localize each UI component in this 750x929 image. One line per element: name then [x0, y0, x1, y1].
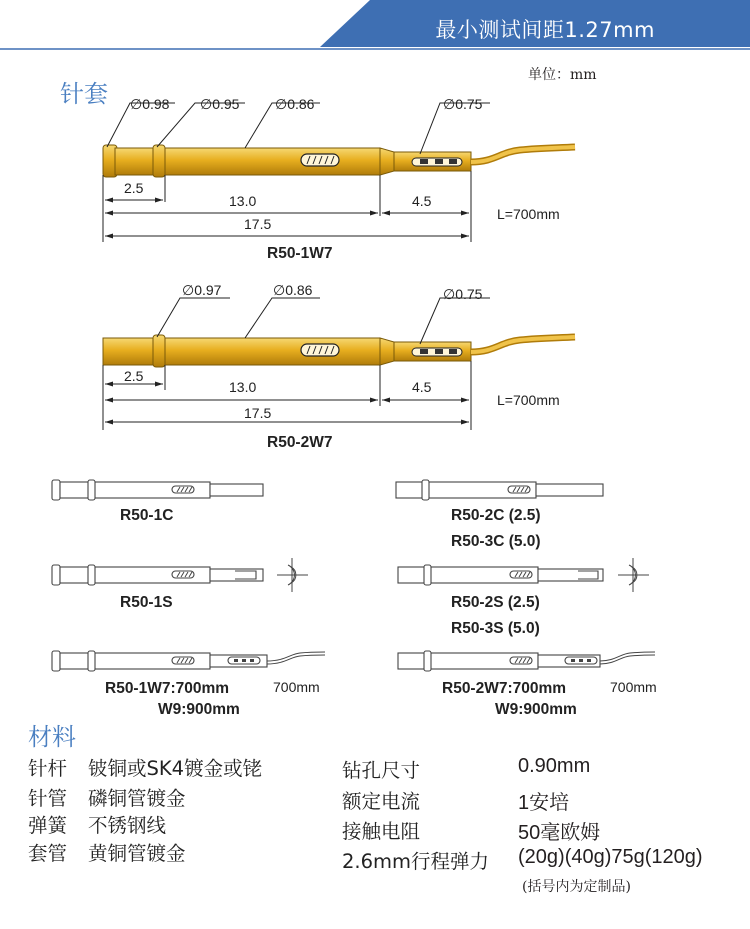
diameter-label: ∅0.86	[273, 282, 313, 298]
spec-value: 50毫欧姆	[518, 822, 601, 844]
dimension-value: 2.5	[124, 180, 144, 196]
variant-label: R50-3C (5.0)	[451, 533, 541, 550]
section-title-sleeve: 针套	[60, 80, 108, 108]
page-title: 最小测试间距1.27mm	[435, 18, 655, 42]
material-key: 弹簧	[28, 814, 68, 837]
dimension-value: 17.5	[244, 405, 272, 421]
length-note: L=700mm	[497, 206, 560, 222]
spec-key: 额定电流	[342, 790, 421, 813]
variant-outlines	[0, 470, 750, 680]
dimension-value: 13.0	[229, 379, 257, 395]
material-row	[28, 838, 186, 866]
material-value: 磷铜管镀金	[88, 787, 186, 810]
dimension-value: 4.5	[412, 193, 432, 209]
diameter-label: ∅0.86	[275, 96, 315, 112]
variant-label: R50-1S	[120, 594, 173, 611]
diameter-label: ∅0.97	[182, 282, 222, 298]
header-banner	[0, 0, 750, 52]
length-note: L=700mm	[497, 392, 560, 408]
dimension-value: 2.5	[124, 368, 144, 384]
material-value: 黄铜管镀金	[88, 842, 186, 865]
variant-label: R50-1W7:700mm	[105, 680, 230, 697]
section-title-materials: 材料	[28, 723, 76, 751]
variant-label: R50-2C (2.5)	[451, 507, 541, 524]
diameter-label: ∅0.75	[443, 286, 483, 302]
drawing-r50-1w7	[0, 90, 750, 270]
variant-label: R50-1C	[120, 507, 174, 524]
unit-label: 单位：mm	[528, 67, 597, 83]
spec-value: (20g)(40g)75g(120g)	[518, 846, 703, 868]
variant-label: R50-2W7:700mm	[442, 680, 567, 697]
material-row	[28, 753, 262, 781]
spec-key: 2.6mm行程弹力	[342, 850, 490, 873]
material-row	[28, 810, 166, 838]
dimension-value: 17.5	[244, 216, 272, 232]
dimension-value: 4.5	[412, 379, 432, 395]
custom-note: (括号内为定制品)	[522, 879, 631, 895]
diameter-label: ∅0.98	[130, 96, 170, 112]
dimension-value: 13.0	[229, 193, 257, 209]
wire-length-note: 700mm	[273, 679, 320, 695]
spec-value: 1安培	[518, 792, 570, 814]
spec-key: 钻孔尺寸	[342, 759, 421, 782]
spec-value: 0.90mm	[518, 755, 591, 777]
model-label: R50-2W7	[267, 434, 333, 451]
material-value: 铍铜或SK4镀金或铑	[88, 757, 263, 780]
variant-label: R50-2S (2.5)	[451, 594, 540, 611]
material-key: 针杆	[28, 757, 68, 780]
wire-length-note: 700mm	[610, 679, 657, 695]
variant-label: W9:900mm	[158, 701, 240, 718]
material-key: 针管	[28, 787, 68, 810]
material-key: 套管	[28, 842, 68, 865]
material-row	[28, 783, 186, 811]
variant-label: W9:900mm	[495, 701, 577, 718]
diameter-label: ∅0.75	[443, 96, 483, 112]
spec-key: 接触电阻	[342, 820, 421, 843]
model-label: R50-1W7	[267, 245, 333, 262]
diameter-label: ∅0.95	[200, 96, 240, 112]
material-value: 不锈钢线	[88, 814, 167, 837]
drawing-r50-2w7	[0, 280, 750, 440]
variant-label: R50-3S (5.0)	[451, 620, 540, 637]
